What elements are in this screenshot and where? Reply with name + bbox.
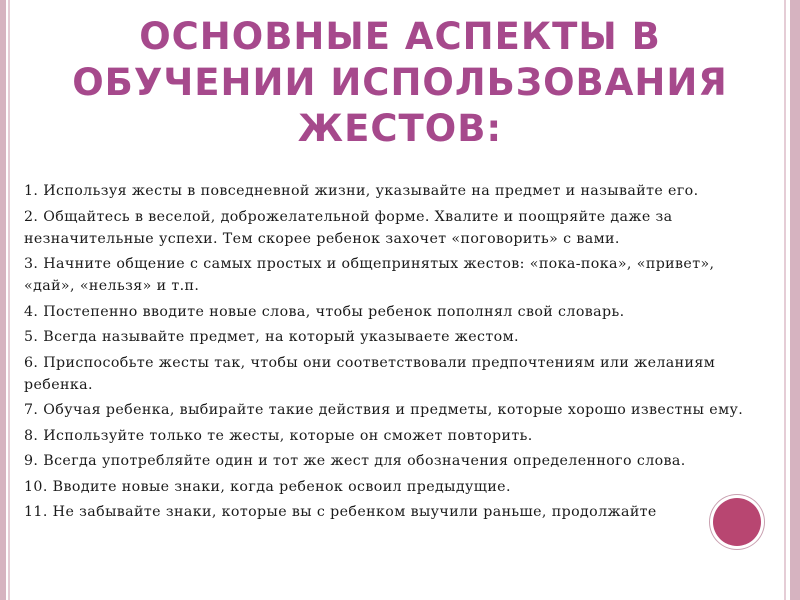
list-item: 8. Используйте только те жесты, которые он сможет повторить. xyxy=(24,427,533,444)
decorative-circle xyxy=(713,498,761,546)
list-item: 2. Общайтесь в веселой, доброжелательной форме. Хвалите и поощряйте даже за незначительные успехи. Тем скорее ребенок захочет «поговорить» с вами. xyxy=(24,208,673,247)
list-item: 7. Обучая ребенка, выбирайте такие действия и предметы, которые хорошо известны ему. xyxy=(24,402,744,418)
right-border-line xyxy=(784,0,786,600)
list-item: 9. Всегда употребляйте один и тот же жест для обозначения определенного слова. xyxy=(24,453,686,469)
list-item: 1. Используя жесты в повседневной жизни, указывайте на предмет и называйте его. xyxy=(24,183,699,199)
slide-body xyxy=(24,180,752,527)
left-border-line xyxy=(8,0,10,600)
list-item: 6. Приспособьте жесты так, чтобы они соответствовали предпочтениям или желаниям ребенка. xyxy=(24,354,716,393)
slide-title: ОСНОВНЫЕ АСПЕКТЫ В ОБУЧЕНИИ ИСПОЛЬЗОВАНИЯ ЖЕСТОВ: xyxy=(72,15,728,150)
list-item: 3. Начните общение с самых простых и общепринятых жестов: «пока-пока», «привет», «дай», «нельзя» и т.п. xyxy=(24,256,715,294)
right-border-stripe xyxy=(790,0,800,600)
list-item: 10. Вводите новые знаки, когда ребенок освоил предыдущие. xyxy=(24,478,511,495)
left-border-stripe xyxy=(0,0,6,600)
list-item: 5. Всегда называйте предмет, на который указываете жестом. xyxy=(24,329,519,345)
list-item: 11. Не забывайте знаки, которые вы с ребенком выучили раньше, продолжайте xyxy=(24,504,657,520)
list-item: 4. Постепенно вводите новые слова, чтобы ребенок пополнял свой словарь. xyxy=(24,303,625,320)
